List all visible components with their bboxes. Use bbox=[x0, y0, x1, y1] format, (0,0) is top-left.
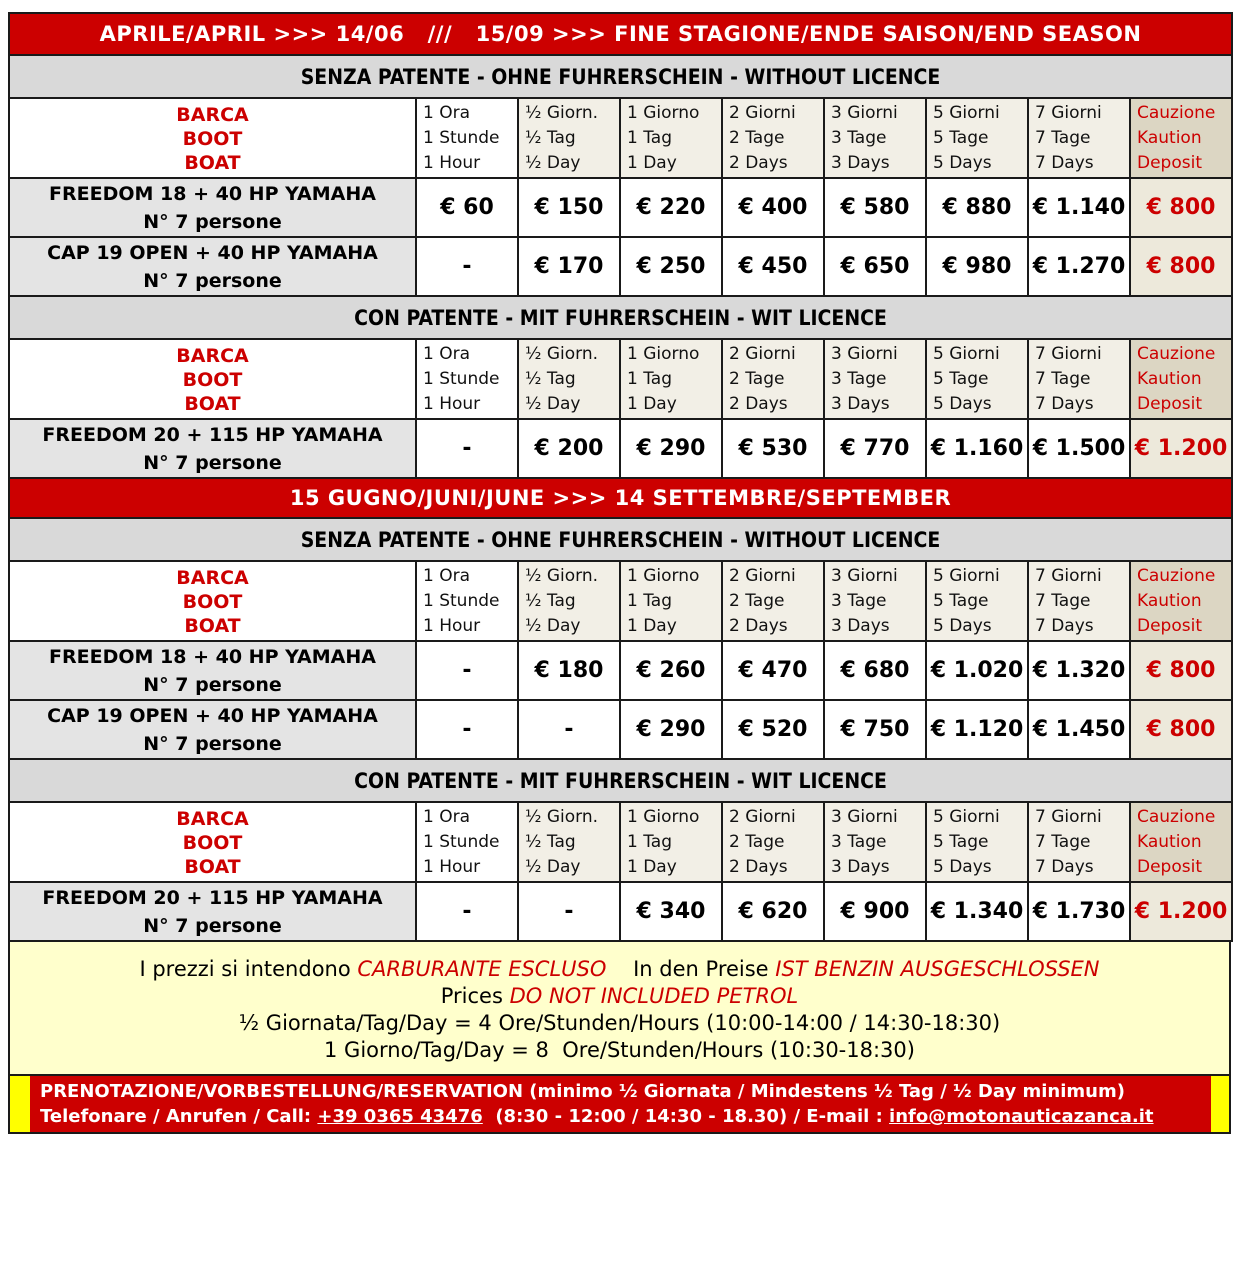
price-cell: € 770 bbox=[824, 419, 926, 478]
boat-label: BOOT bbox=[182, 369, 243, 391]
phone-link[interactable]: +39 0365 43476 bbox=[317, 1106, 483, 1127]
duration-label: 7 Tage bbox=[1035, 128, 1091, 148]
duration-label: 7 Days bbox=[1035, 394, 1094, 414]
duration-label: 5 Tage bbox=[933, 591, 989, 611]
duration-label: 1 Giorno bbox=[627, 807, 700, 827]
price-cell: - bbox=[518, 700, 620, 759]
duration-label: 7 Tage bbox=[1035, 591, 1091, 611]
deposit-label: Kaution bbox=[1137, 128, 1202, 148]
duration-label: 1 Stunde bbox=[423, 591, 500, 611]
deposit-cell: € 800 bbox=[1130, 641, 1232, 700]
price-cell: € 1.320 bbox=[1028, 641, 1130, 700]
licence-title: SENZA PATENTE - OHNE FUHRERSCHEIN - WITHOUT LICENCE bbox=[9, 518, 1232, 561]
duration-label: 5 Giorni bbox=[933, 807, 1000, 827]
duration-label: 1 Hour bbox=[423, 616, 481, 636]
notes-line-3: ½ Giornata/Tag/Day = 4 Ore/Stunden/Hours (10:00-14:00 / 14:30-18:30) bbox=[238, 1011, 1001, 1035]
duration-label: 7 Days bbox=[1035, 616, 1094, 636]
duration-label: 1 Tag bbox=[627, 369, 672, 389]
boat-price-row bbox=[9, 419, 1232, 478]
deposit-cell: € 800 bbox=[1130, 700, 1232, 759]
price-cell: € 980 bbox=[926, 237, 1028, 296]
duration-header bbox=[620, 561, 722, 641]
duration-header bbox=[824, 339, 926, 419]
duration-header bbox=[416, 561, 518, 641]
boat-label-cell bbox=[9, 802, 416, 882]
duration-label: 5 Days bbox=[933, 616, 992, 636]
duration-label: 2 Giorni bbox=[729, 807, 796, 827]
boat-model: FREEDOM 20 + 115 HP YAMAHA bbox=[42, 423, 383, 446]
boat-label: BOOT bbox=[182, 128, 243, 150]
price-cell: € 530 bbox=[722, 419, 824, 478]
duration-label: 2 Giorni bbox=[729, 103, 796, 123]
duration-label: 1 Giorno bbox=[627, 344, 700, 364]
price-cell: € 180 bbox=[518, 641, 620, 700]
boat-label-cell bbox=[9, 98, 416, 178]
boat-name-cell bbox=[9, 641, 416, 700]
duration-label: 3 Days bbox=[831, 394, 890, 414]
duration-label: 2 Giorni bbox=[729, 566, 796, 586]
price-cell: € 620 bbox=[722, 882, 824, 941]
price-cell: € 900 bbox=[824, 882, 926, 941]
duration-label: 1 Hour bbox=[423, 153, 481, 173]
licence-header-row bbox=[9, 296, 1232, 339]
duration-label: 3 Tage bbox=[831, 369, 887, 389]
deposit-cell: € 800 bbox=[1130, 237, 1232, 296]
duration-label: 1 Giorno bbox=[627, 103, 700, 123]
duration-label: 3 Giorni bbox=[831, 344, 898, 364]
duration-label: ½ Day bbox=[525, 153, 581, 173]
duration-header bbox=[926, 339, 1028, 419]
duration-label: 3 Tage bbox=[831, 591, 887, 611]
price-cell: € 470 bbox=[722, 641, 824, 700]
price-cell: € 1.160 bbox=[926, 419, 1028, 478]
season-header-row bbox=[9, 478, 1232, 518]
duration-label: 7 Giorni bbox=[1035, 344, 1102, 364]
duration-header bbox=[416, 98, 518, 178]
boat-price-row bbox=[9, 237, 1232, 296]
deposit-label: Cauzione bbox=[1137, 807, 1216, 827]
price-cell: € 880 bbox=[926, 178, 1028, 237]
duration-header bbox=[722, 98, 824, 178]
duration-label: ½ Tag bbox=[525, 591, 576, 611]
price-cell: - bbox=[416, 237, 518, 296]
price-cell: € 1.270 bbox=[1028, 237, 1130, 296]
deposit-header bbox=[1130, 802, 1232, 882]
price-cell: - bbox=[416, 641, 518, 700]
boat-name-cell bbox=[9, 882, 416, 941]
boat-model: FREEDOM 18 + 40 HP YAMAHA bbox=[49, 182, 376, 205]
duration-header bbox=[722, 802, 824, 882]
duration-label: ½ Day bbox=[525, 616, 581, 636]
duration-header bbox=[1028, 561, 1130, 641]
price-cell: € 750 bbox=[824, 700, 926, 759]
duration-header bbox=[1028, 802, 1130, 882]
deposit-label: Kaution bbox=[1137, 832, 1202, 852]
duration-label: 5 Days bbox=[933, 857, 992, 877]
reservation-line-1: PRENOTAZIONE/VORBESTELLUNG/RESERVATION (minimo ½ Giornata / Mindestens ½ Tag / ½ Day minimum) bbox=[40, 1081, 1125, 1102]
deposit-cell: € 800 bbox=[1130, 178, 1232, 237]
licence-header-row bbox=[9, 518, 1232, 561]
price-cell: € 340 bbox=[620, 882, 722, 941]
deposit-label: Cauzione bbox=[1137, 566, 1216, 586]
boat-capacity: N° 7 persone bbox=[143, 451, 282, 474]
price-cell: € 1.340 bbox=[926, 882, 1028, 941]
boat-label: BOAT bbox=[184, 615, 241, 637]
duration-header bbox=[518, 339, 620, 419]
boat-label: BARCA bbox=[176, 104, 249, 126]
reservation-box bbox=[30, 1076, 1211, 1132]
duration-label: 7 Days bbox=[1035, 153, 1094, 173]
duration-label: 5 Days bbox=[933, 153, 992, 173]
price-cell: € 200 bbox=[518, 419, 620, 478]
duration-header bbox=[620, 98, 722, 178]
boat-model: CAP 19 OPEN + 40 HP YAMAHA bbox=[47, 704, 378, 727]
boat-label: BOAT bbox=[184, 856, 241, 878]
rental-price-sheet bbox=[8, 12, 1231, 1134]
duration-label: 2 Days bbox=[729, 153, 788, 173]
boat-capacity: N° 7 persone bbox=[143, 210, 282, 233]
duration-label: 7 Tage bbox=[1035, 832, 1091, 852]
price-cell: € 400 bbox=[722, 178, 824, 237]
duration-label: 2 Tage bbox=[729, 591, 785, 611]
duration-header bbox=[620, 802, 722, 882]
duration-header bbox=[518, 802, 620, 882]
duration-label: 5 Tage bbox=[933, 832, 989, 852]
duration-label: 2 Tage bbox=[729, 128, 785, 148]
price-cell: € 680 bbox=[824, 641, 926, 700]
duration-label: 1 Hour bbox=[423, 394, 481, 414]
duration-label: 1 Ora bbox=[423, 103, 471, 123]
deposit-label: Cauzione bbox=[1137, 344, 1216, 364]
column-header-row bbox=[9, 561, 1232, 641]
column-header-row bbox=[9, 339, 1232, 419]
duration-header bbox=[620, 339, 722, 419]
price-cell: € 150 bbox=[518, 178, 620, 237]
duration-label: 1 Tag bbox=[627, 832, 672, 852]
duration-label: 1 Day bbox=[627, 394, 677, 414]
boat-capacity: N° 7 persone bbox=[143, 673, 282, 696]
boat-label: BARCA bbox=[176, 567, 249, 589]
duration-label: 2 Giorni bbox=[729, 344, 796, 364]
boat-model: FREEDOM 18 + 40 HP YAMAHA bbox=[49, 645, 376, 668]
price-table bbox=[8, 12, 1233, 942]
deposit-cell: € 1.200 bbox=[1130, 882, 1232, 941]
duration-label: 5 Tage bbox=[933, 369, 989, 389]
boat-label: BOAT bbox=[184, 393, 241, 415]
duration-label: 2 Days bbox=[729, 616, 788, 636]
price-cell: € 1.140 bbox=[1028, 178, 1130, 237]
price-cell: € 170 bbox=[518, 237, 620, 296]
duration-label: 1 Ora bbox=[423, 344, 471, 364]
duration-label: ½ Giorn. bbox=[525, 103, 599, 123]
licence-header-row bbox=[9, 55, 1232, 98]
price-cell: € 60 bbox=[416, 178, 518, 237]
duration-label: 1 Tag bbox=[627, 128, 672, 148]
reservation-bar bbox=[8, 1076, 1231, 1134]
duration-label: 3 Tage bbox=[831, 128, 887, 148]
duration-header bbox=[926, 561, 1028, 641]
boat-label: BOAT bbox=[184, 152, 241, 174]
boat-capacity: N° 7 persone bbox=[143, 732, 282, 755]
price-cell: € 260 bbox=[620, 641, 722, 700]
duration-label: 2 Days bbox=[729, 857, 788, 877]
price-cell: - bbox=[416, 700, 518, 759]
boat-price-row bbox=[9, 641, 1232, 700]
column-header-row bbox=[9, 802, 1232, 882]
licence-title: SENZA PATENTE - OHNE FUHRERSCHEIN - WITHOUT LICENCE bbox=[9, 55, 1232, 98]
price-cell: € 1.500 bbox=[1028, 419, 1130, 478]
duration-label: 7 Giorni bbox=[1035, 103, 1102, 123]
boat-label: BOOT bbox=[182, 591, 243, 613]
duration-label: ½ Tag bbox=[525, 128, 576, 148]
boat-name-cell bbox=[9, 700, 416, 759]
duration-label: 1 Hour bbox=[423, 857, 481, 877]
boat-label-cell bbox=[9, 561, 416, 641]
duration-header bbox=[722, 339, 824, 419]
duration-header bbox=[926, 98, 1028, 178]
duration-label: ½ Giorn. bbox=[525, 344, 599, 364]
notes-line-1: I prezzi si intendono CARBURANTE ESCLUSO In den Preise IST BENZIN AUSGESCHLOSSEN bbox=[139, 957, 1100, 981]
season-title: 15 GUGNO/JUNI/JUNE >>> 14 SETTEMBRE/SEPTEMBER bbox=[9, 478, 1232, 518]
price-cell: € 650 bbox=[824, 237, 926, 296]
duration-label: 1 Day bbox=[627, 857, 677, 877]
duration-label: 1 Tag bbox=[627, 591, 672, 611]
duration-label: 5 Tage bbox=[933, 128, 989, 148]
duration-label: 3 Giorni bbox=[831, 103, 898, 123]
price-cell: € 290 bbox=[620, 419, 722, 478]
deposit-label: Deposit bbox=[1137, 394, 1202, 414]
duration-label: ½ Day bbox=[525, 394, 581, 414]
boat-name-cell bbox=[9, 419, 416, 478]
duration-header bbox=[926, 802, 1028, 882]
boat-name-cell bbox=[9, 178, 416, 237]
duration-header bbox=[824, 98, 926, 178]
deposit-label: Kaution bbox=[1137, 591, 1202, 611]
duration-label: 3 Giorni bbox=[831, 566, 898, 586]
price-cell: - bbox=[518, 882, 620, 941]
duration-header bbox=[416, 802, 518, 882]
season-title: APRILE/APRIL >>> 14/06 /// 15/09 >>> FINE STAGIONE/ENDE SAISON/END SEASON bbox=[9, 13, 1232, 55]
deposit-label: Deposit bbox=[1137, 857, 1202, 877]
notes-line-4: 1 Giorno/Tag/Day = 8 Ore/Stunden/Hours (10:30-18:30) bbox=[324, 1038, 915, 1062]
licence-header-row bbox=[9, 759, 1232, 802]
duration-label: 1 Ora bbox=[423, 807, 471, 827]
price-cell: € 1.120 bbox=[926, 700, 1028, 759]
boat-price-row bbox=[9, 882, 1232, 941]
price-cell: € 290 bbox=[620, 700, 722, 759]
duration-label: ½ Day bbox=[525, 857, 581, 877]
boat-model: CAP 19 OPEN + 40 HP YAMAHA bbox=[47, 241, 378, 264]
duration-label: 7 Giorni bbox=[1035, 807, 1102, 827]
boat-label: BARCA bbox=[176, 345, 249, 367]
duration-label: 3 Tage bbox=[831, 832, 887, 852]
deposit-header bbox=[1130, 561, 1232, 641]
duration-label: 5 Days bbox=[933, 394, 992, 414]
duration-label: 2 Tage bbox=[729, 832, 785, 852]
licence-title: CON PATENTE - MIT FUHRERSCHEIN - WIT LICENCE bbox=[9, 759, 1232, 802]
duration-header bbox=[1028, 98, 1130, 178]
duration-label: 3 Giorni bbox=[831, 807, 898, 827]
price-cell: € 520 bbox=[722, 700, 824, 759]
email-link[interactable]: info@motonauticazanca.it bbox=[889, 1106, 1154, 1127]
duration-header bbox=[722, 561, 824, 641]
duration-label: 3 Days bbox=[831, 857, 890, 877]
duration-header bbox=[518, 561, 620, 641]
deposit-header bbox=[1130, 98, 1232, 178]
duration-label: 1 Stunde bbox=[423, 832, 500, 852]
price-cell: € 1.020 bbox=[926, 641, 1028, 700]
duration-header bbox=[1028, 339, 1130, 419]
boat-price-row bbox=[9, 700, 1232, 759]
deposit-header bbox=[1130, 339, 1232, 419]
duration-label: 1 Ora bbox=[423, 566, 471, 586]
duration-label: 1 Stunde bbox=[423, 369, 500, 389]
duration-header bbox=[416, 339, 518, 419]
boat-capacity: N° 7 persone bbox=[143, 269, 282, 292]
duration-label: 1 Giorno bbox=[627, 566, 700, 586]
boat-label: BARCA bbox=[176, 808, 249, 830]
licence-title: CON PATENTE - MIT FUHRERSCHEIN - WIT LICENCE bbox=[9, 296, 1232, 339]
column-header-row bbox=[9, 98, 1232, 178]
price-cell: € 450 bbox=[722, 237, 824, 296]
deposit-label: Deposit bbox=[1137, 616, 1202, 636]
boat-price-row bbox=[9, 178, 1232, 237]
boat-label: BOOT bbox=[182, 832, 243, 854]
duration-label: ½ Tag bbox=[525, 832, 576, 852]
boat-model: FREEDOM 20 + 115 HP YAMAHA bbox=[42, 886, 383, 909]
duration-label: ½ Giorn. bbox=[525, 566, 599, 586]
duration-label: 7 Tage bbox=[1035, 369, 1091, 389]
duration-label: 2 Tage bbox=[729, 369, 785, 389]
duration-label: ½ Tag bbox=[525, 369, 576, 389]
duration-label: 5 Giorni bbox=[933, 344, 1000, 364]
duration-header bbox=[824, 802, 926, 882]
duration-label: ½ Giorn. bbox=[525, 807, 599, 827]
duration-label: 1 Day bbox=[627, 616, 677, 636]
price-cell: - bbox=[416, 419, 518, 478]
duration-header bbox=[824, 561, 926, 641]
notes-box bbox=[8, 942, 1231, 1076]
price-cell: € 220 bbox=[620, 178, 722, 237]
duration-label: 3 Days bbox=[831, 616, 890, 636]
duration-label: 5 Giorni bbox=[933, 103, 1000, 123]
duration-label: 3 Days bbox=[831, 153, 890, 173]
notes-line-2: Prices DO NOT INCLUDED PETROL bbox=[440, 984, 799, 1008]
reservation-line-2: Telefonare / Anrufen / Call: +39 0365 43476 (8:30 - 12:00 / 14:30 - 18.30) / E-mail : info@motonauticazanca.it bbox=[40, 1106, 1154, 1127]
duration-label: 1 Stunde bbox=[423, 128, 500, 148]
duration-label: 1 Day bbox=[627, 153, 677, 173]
duration-header bbox=[518, 98, 620, 178]
deposit-cell: € 1.200 bbox=[1130, 419, 1232, 478]
deposit-label: Cauzione bbox=[1137, 103, 1216, 123]
duration-label: 7 Days bbox=[1035, 857, 1094, 877]
boat-capacity: N° 7 persone bbox=[143, 914, 282, 937]
duration-label: 7 Giorni bbox=[1035, 566, 1102, 586]
boat-label-cell bbox=[9, 339, 416, 419]
deposit-label: Kaution bbox=[1137, 369, 1202, 389]
season-header-row bbox=[9, 13, 1232, 55]
price-cell: € 1.730 bbox=[1028, 882, 1130, 941]
price-cell: € 580 bbox=[824, 178, 926, 237]
price-cell: - bbox=[416, 882, 518, 941]
deposit-label: Deposit bbox=[1137, 153, 1202, 173]
price-cell: € 250 bbox=[620, 237, 722, 296]
boat-name-cell bbox=[9, 237, 416, 296]
duration-label: 2 Days bbox=[729, 394, 788, 414]
duration-label: 5 Giorni bbox=[933, 566, 1000, 586]
price-cell: € 1.450 bbox=[1028, 700, 1130, 759]
